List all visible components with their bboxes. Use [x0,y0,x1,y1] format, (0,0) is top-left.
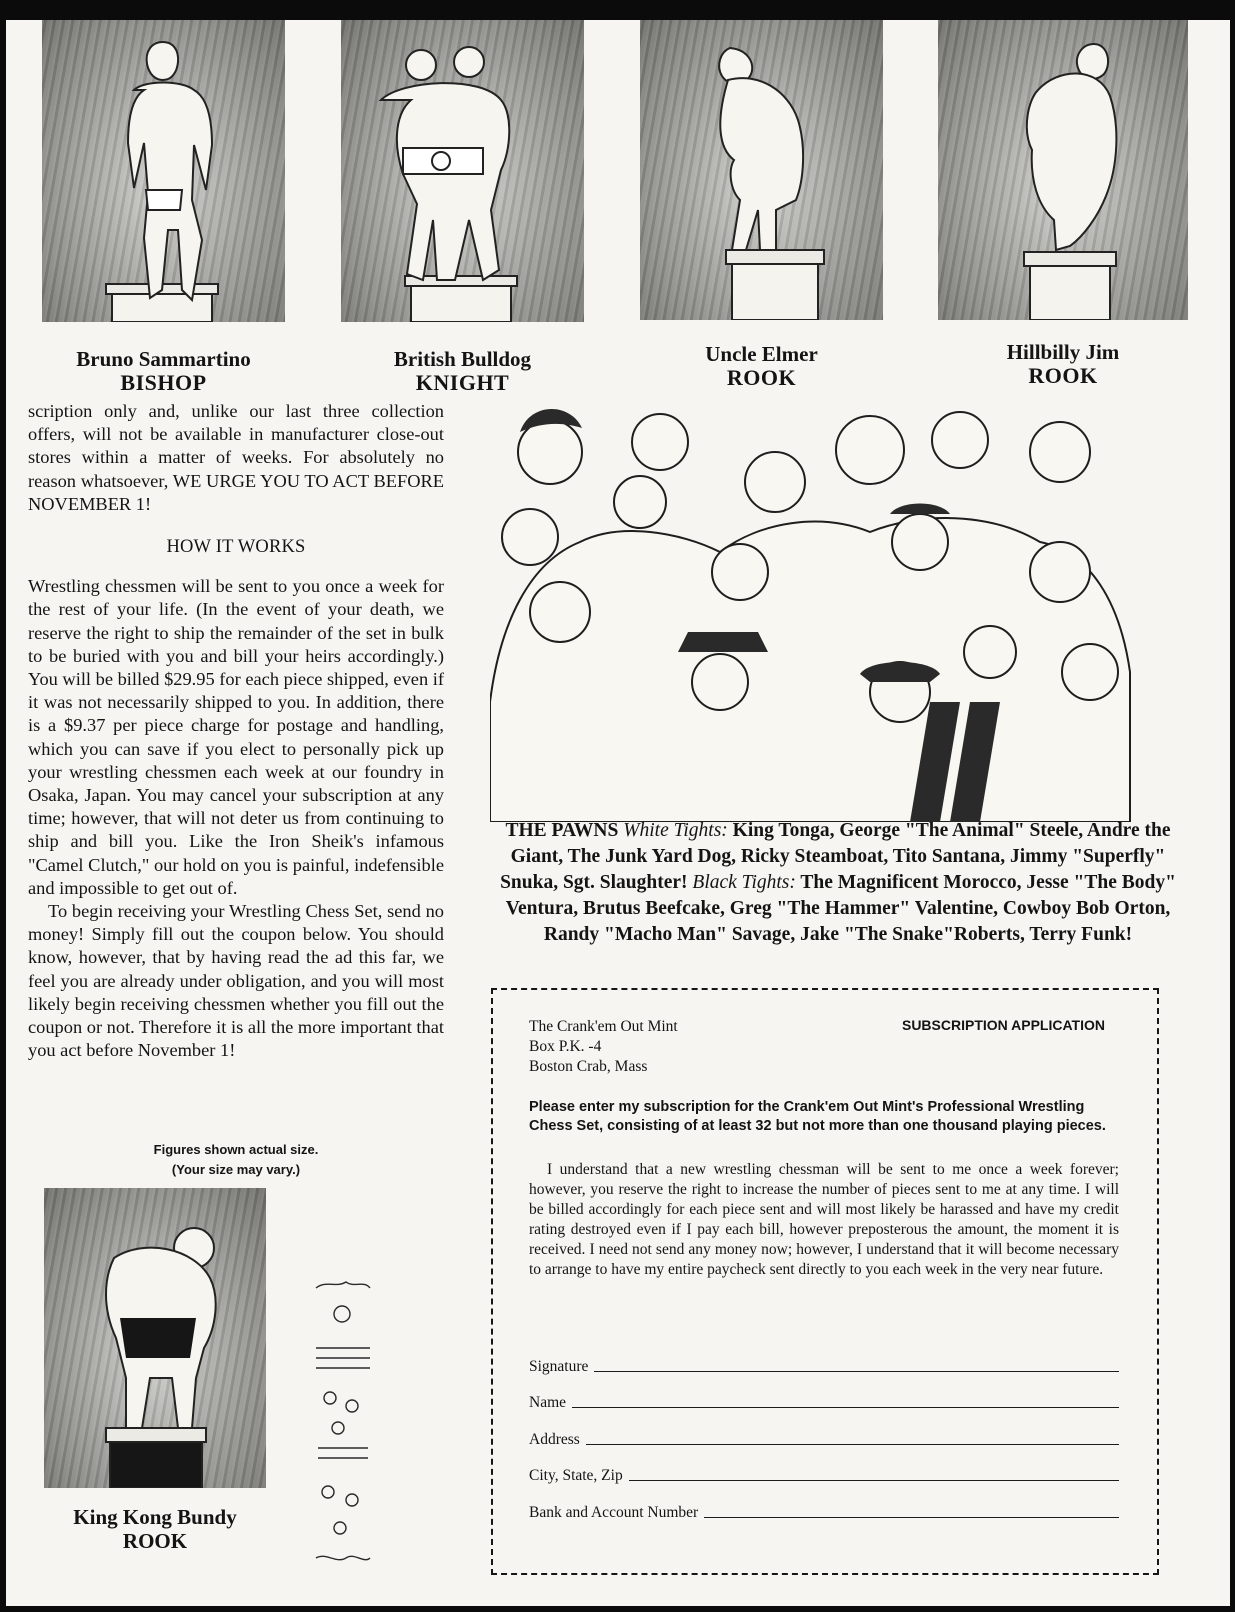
figure-panel-bruno [42,20,285,322]
figure-rank: KNIGHT [415,370,510,395]
statue-illustration [341,20,584,322]
figure-name: Bruno Sammartino [76,347,251,371]
city-state-zip-field[interactable] [529,1463,1119,1485]
address-line: The Crank'em Out Mint [529,1018,678,1035]
address-line: Box P.K. -4 [529,1038,602,1055]
pawns-illustration [490,402,1192,822]
crowd-cartoon [312,1278,374,1578]
white-tights-list: King Tonga, George "The Animal" Steele, Andre the Giant, The Junk Yard Dog, Ricky Steamboat, Tito Santana, Jimmy "Superfly" Snuka, Sgt. Slaughter! [500,820,1171,893]
figure-name: Hillbilly Jim [1006,340,1120,364]
coupon-terms [529,1160,1119,1280]
mint-address [529,1017,678,1077]
address-field[interactable] [529,1427,1119,1449]
figure-panel-hillbilly [938,20,1188,320]
field-label: Address [529,1431,580,1448]
black-tights-list: The Magnificent Morocco, Jesse "The Body" Ventura, Brutus Beefcake, Greg "The Hammer" Valentine, Cowboy Bob Orton, Randy "Macho Man" Savage, Jake "The Snake"Roberts, Terry Funk! [505,872,1176,945]
figure-panel-bundy [44,1188,266,1488]
terms-paragraph: I understand that a new wrestling chessman will be sent to me once a week forever; however, you reserve the right to increase the number of pieces sent to me at any time. I will be billed accordingly for each piece sent and will most likely be harassed and have my credit rating destroyed even if I pay each bill, however preposterous the amount, the moment it is received. I need not send any money now; however, I understand that it will become necessary to arrange to have my entire paycheck sent directly to you each week in the very near future. [529,1161,1119,1278]
figure-panel-bulldog [341,20,584,322]
field-label: City, State, Zip [529,1467,623,1484]
figure-name: Uncle Elmer [705,342,818,366]
figures-note-line2: (Your size may vary.) [171,1162,301,1177]
figure-panel-elmer [640,20,883,320]
pawns-description [488,818,1188,948]
field-line[interactable] [629,1480,1119,1481]
white-tights-label: White Tights: [623,820,728,841]
coupon-heading: SUBSCRIPTION APPLICATION [901,1017,1105,1033]
statue-illustration [640,20,883,320]
field-label: Bank and Account Number [529,1504,699,1521]
pawns-group-drawing [490,402,1192,822]
figure-rank: ROOK [726,365,797,390]
name-field[interactable] [529,1390,1119,1412]
figure-rank: ROOK [1028,363,1098,388]
statue-illustration [44,1188,266,1488]
statue-illustration [42,20,285,322]
cartoon-strip [312,1278,374,1578]
intro-paragraph: scription only and, unlike our last three collection offers, will not be available in manufacturer close-out stores within a matter of weeks. For absolutely no reason whatsoever, WE URGE YOU TO ACT BEFORE NOVEMBER 1! [28,401,444,514]
figure-name: British Bulldog [393,347,532,371]
caption-bruno [42,347,285,395]
subscription-coupon [491,988,1159,1575]
field-line[interactable] [572,1407,1119,1408]
statue-illustration [938,20,1188,320]
caption-hillbilly [938,340,1188,388]
how-it-works-heading: HOW IT WORKS [166,537,306,558]
caption-bundy [44,1505,266,1553]
figure-rank: BISHOP [120,370,207,395]
bank-account-field[interactable] [529,1500,1119,1522]
how-it-works-paragraph: Wrestling chessmen will be sent to you once a week for the rest of your life. (In the event of your death, we reserve the right to ship the remainder of the set in bulk to be buried with you and bill your heirs accordingly.) You will be billed $29.95 for each piece shipped, even if it was not necessarily shipped to you. In addition, there is a $9.37 per piece charge for postage and handling, which you can save if you elect to personally pick up your wrestling chessmen each week at our foundry in Osaka, Japan. You may cancel your subscription at any time; however, that will not deter us from continuing to ship and bill you. Like the Iron Sheik's infamous "Camel Clutch," our hold on you is painful, indefensible and impossible to get out of. [28,576,444,898]
coupon-request: Please enter my subscription for the Crank'em Out Mint's Professional Wrestling Chess Set, consisting of at least 32 but not more than one thousand playing pieces. [529,1099,1106,1134]
pawns-title: THE PAWNS [505,820,619,841]
figures-note [28,1140,444,1180]
signature-field[interactable] [529,1354,1119,1376]
address-line: Boston Crab, Mass [529,1058,648,1075]
caption-elmer [640,342,883,390]
field-line[interactable] [704,1517,1119,1518]
figure-name: King Kong Bundy [73,1505,237,1529]
figures-note-line1: Figures shown actual size. [153,1142,319,1157]
black-tights-label: Black Tights: [692,872,796,893]
field-line[interactable] [594,1371,1119,1372]
field-label: Name [529,1394,567,1411]
send-no-money-paragraph: To begin receiving your Wrestling Chess Set, send no money! Simply fill out the coupon below. You should know, however, that by having read the ad this far, we feel you are already under obligation, and you will most likely begin receiving chessmen whether you fill out the coupon or not. Therefore it is all the more important that you act before November 1! [28,901,444,1061]
field-line[interactable] [586,1444,1119,1445]
field-label: Signature [529,1358,589,1375]
caption-bulldog [341,347,584,395]
body-text-column [28,400,444,1062]
figure-rank: ROOK [122,1529,188,1553]
